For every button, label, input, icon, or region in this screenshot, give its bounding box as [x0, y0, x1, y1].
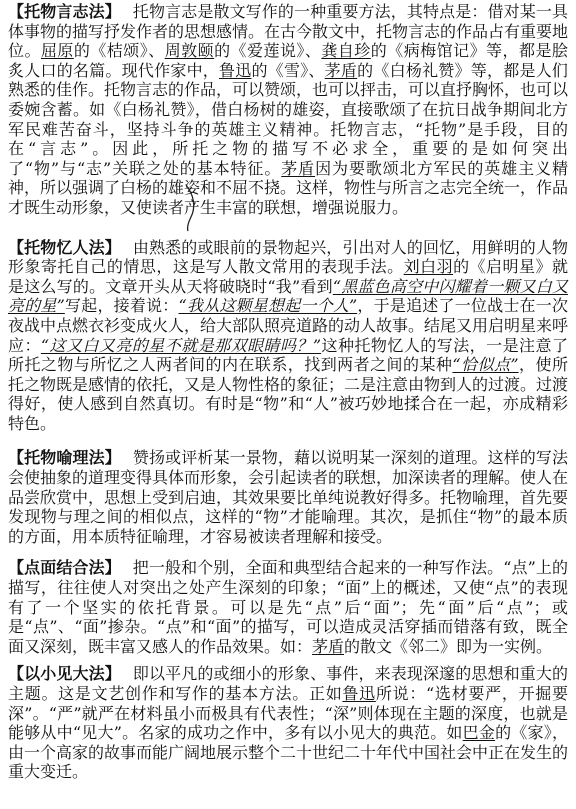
- section-yixiao-jianda: [8, 664, 568, 782]
- body-text: 由熟悉的或眼前的景物起兴，引出对人的回忆，用鲜明的人物形象寄托自己的情思，这是写人散文常用的表现手法。: [8, 237, 568, 277]
- author-name: 巴金: [462, 723, 496, 743]
- section-tuowu-yiren: [8, 238, 568, 434]
- body-text: 的《家》，由一个高家的故事而能广阔地展示整个二十世纪二十年代中国社会中正在发生的重大变迁。: [8, 723, 569, 782]
- body-text: 托物言志是散文写作的一种重要方法，其特点是：借对某一具体事物的描写抒发作者的思想感情。在古今散文中，托物言志的作品占有重要地位。: [8, 2, 569, 61]
- section-body: [8, 2, 568, 218]
- body-text: 的《病梅馆记》等，都是脍炙人口的名篇。现代作家中，: [8, 41, 568, 80]
- section-gap: [8, 546, 568, 558]
- section-tuowu-yanzhi: [8, 2, 568, 218]
- body-text: 把一般和个别，全面和典型结合起来的一种写作法。“点”上的描写，往往使人对突出之处产生深刻的印象；“面”上的概述，又使“点”的表现有了一个坚实的依托背景。可以是先“点”后“面”；先“面”后“点”；或是“点”、“面”掺杂。“点”和“面”的描写，可以造成灵活穿插而错落有致，既全面又深刻，既丰富又感人的作品效果。如：: [8, 558, 568, 656]
- section-tuowu-yuli: [8, 448, 568, 546]
- author-name: 周敦颐: [164, 41, 215, 61]
- body-text: 赞扬或评析某一景物，藉以说明某一深刻的道理。这样的写法会使抽象的道理变得具体而形象，会引起读者的联想，加深读者的理解。使人在品尝欣赏中，思想上受到启迪，其效果要比单纯说教好得多。托物喻理，首先要发现物与理之间的相似点，这样的“物”才能喻理。其次，是抓住“物”的最本质的方面，用本质特征喻理，才容易被读者理解和接受。: [8, 448, 569, 546]
- quoted-text: “恰似点”: [452, 355, 519, 375]
- body-text: 的《爱莲说》、: [214, 41, 322, 61]
- author-name: 刘白羽: [403, 257, 454, 277]
- section-heading: 【以小见大法】: [8, 664, 121, 684]
- section-body: [8, 558, 568, 656]
- author-name: 茅盾: [312, 636, 345, 656]
- author-name: 龚自珍: [321, 41, 371, 61]
- author-name: 鲁迅: [342, 684, 376, 703]
- body-text: 写起，接着说：: [64, 296, 179, 316]
- quoted-text: “黑蓝色高空中闪耀着一颗又白又亮的星”: [8, 276, 568, 316]
- section-body: [8, 238, 568, 434]
- body-text: 因为要歌颂北方军民的英雄主义精神，所以强调了白杨的雄姿和不屈不挠。这样，物性与所言之志完全统一，作品才既生动形象，又使读者产生丰富的联想，增强说服力。: [8, 158, 569, 217]
- section-heading: 【托物言志法】: [8, 2, 121, 21]
- body-text: 的《雪》、: [251, 60, 325, 80]
- quoted-text: “这又白又亮的星不就是那双眼睛吗？”: [40, 335, 322, 355]
- body-text: 的《启明星》就是这么写的。文章开头从天将破晓时“我”看到: [8, 257, 568, 296]
- quoted-text: “我从这颗星想起一个人”: [178, 296, 358, 316]
- body-text: 的《白杨礼赞》等，都是人们熟悉的佳作。托物言志的作品，可以赞颂，也可以抨击，可以直抒胸怀，也可以委婉含蓄。如《白杨礼赞》，借白杨树的雄姿，直接歌颂了在抗日战争期间北方军民难苦奋斗，坚持斗争的英雄主义精神。托物言志，“托物”是手段，目的在“言志”。因此，所托之物的描写不必求全，重要的是如何突出了“物”与“志”关联之处的基本特征。: [8, 60, 569, 178]
- section-heading: 【托物忆人法】: [8, 237, 121, 257]
- body-text: ，于是追述了一位战士在一次夜战中点燃衣衫变成火人，给大部队照亮道路的动人故事。结尾又用启明星来呼应：: [8, 296, 569, 355]
- author-name: 屈原: [40, 41, 74, 61]
- body-text: 即以平凡的或细小的形象、事件，来表现深邃的思想和重大的主题。这是文艺创作和写作的基本方法。正如: [8, 664, 568, 703]
- author-name: 茅盾: [281, 158, 316, 178]
- author-name: 茅盾: [324, 60, 358, 80]
- body-text: 的散文《邻二》即为一实例。: [344, 636, 553, 656]
- section-dianmian-jiehe: [8, 558, 568, 656]
- section-heading: 【托物喻理法】: [8, 448, 121, 468]
- section-body: [8, 664, 568, 782]
- body-text: 的《桔颂》、: [73, 41, 165, 61]
- section-gap: [8, 656, 568, 664]
- body-text: ，使所托之物既是感情的依托，又是人物性格的象征；二是注意由物到人的过渡。过渡得好，使人感到自然真切。有时是“物”和“人”被巧妙地揉合在一起，亦成精彩特色。: [8, 355, 569, 433]
- author-name: 鲁迅: [219, 60, 252, 80]
- section-heading: 【点面结合法】: [8, 558, 121, 578]
- pen-mark-icon: [184, 183, 198, 233]
- body-text: 这种托物忆人的写法，一是注意了所托之物与所忆之人两者间的内在联系，找到两者之间的某种: [8, 335, 568, 375]
- section-body: [8, 448, 568, 546]
- body-text: 所说：“选材要严，开掘要深”。“严”就严在材料虽小而极具有代表性；“深”则体现在主题的深度，也就是能够从中“见大”。名家的成功之作中，多有以小见大的典范。如: [8, 684, 568, 743]
- section-gap: [8, 433, 568, 448]
- section-gap: [8, 218, 568, 238]
